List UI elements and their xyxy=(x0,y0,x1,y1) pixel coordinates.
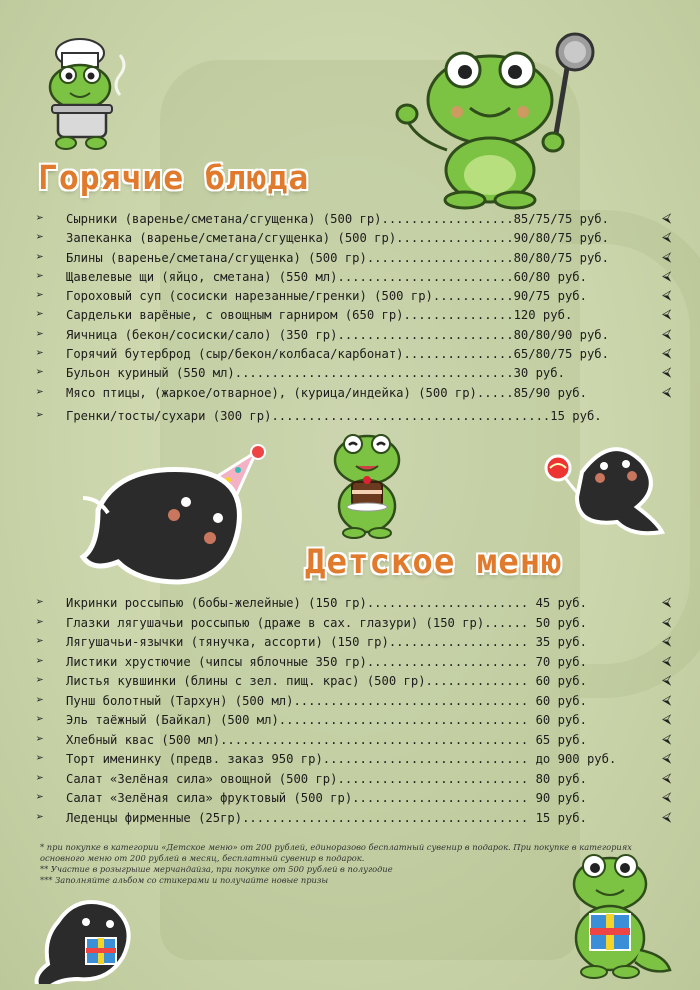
list-item: ➢ Икринки россыпью (бобы-желейные) (150 гр)...................... 45 руб. ⮘ xyxy=(36,595,672,610)
arrow-icon: ⮘ xyxy=(662,384,672,400)
bullet-icon: ➢ xyxy=(36,326,44,342)
list-item: ➢ Гренки/тосты/сухари (300 гр)......................................15 руб. xyxy=(36,407,602,423)
bullet-icon: ➢ xyxy=(36,673,44,688)
bullet-icon: ➢ xyxy=(36,712,44,727)
list-item: ➢ Блины (варенье/сметана/сгущенка) (500 гр)....................80/80/75 руб. ⮘ xyxy=(36,249,672,265)
arrow-icon: ⮘ xyxy=(662,249,672,265)
arrow-icon: ⮘ xyxy=(662,809,672,825)
kids-menu-title: Детское меню xyxy=(305,542,563,582)
list-item: ➢ Яичница (бекон/сосиски/сало) (350 гр)........................80/80/90 руб. ⮘ xyxy=(36,326,672,342)
bullet-icon: ➢ xyxy=(36,346,44,362)
list-item: ➢ Листья кувшинки (блины с зел. пищ. крас) (500 гр).............. 60 руб. ⮘ xyxy=(36,673,672,688)
bullet-icon: ➢ xyxy=(36,268,44,284)
bullet-icon: ➢ xyxy=(36,288,44,304)
bullet-icon: ➢ xyxy=(36,770,44,786)
frog-with-cake-illustration xyxy=(326,430,408,540)
arrow-icon: ⮘ xyxy=(662,288,672,304)
list-item: ➢ Щавелевые щи (яйцо, сметана) (550 мл)........................60/80 руб. ⮘ xyxy=(36,268,672,284)
arrow-icon: ⮘ xyxy=(662,692,672,708)
arrow-icon: ⮘ xyxy=(662,326,672,342)
list-item: ➢ Мясо птицы, (жаркое/отварное), (курица/индейка) (500 гр).....85/90 руб. ⮘ xyxy=(36,384,672,400)
bullet-icon: ➢ xyxy=(36,211,44,226)
arrow-icon: ⮘ xyxy=(662,614,672,630)
chef-frog-illustration xyxy=(40,35,135,155)
bullet-icon: ➢ xyxy=(36,751,44,766)
bullet-icon: ➢ xyxy=(36,692,44,708)
arrow-icon: ⮘ xyxy=(662,790,672,805)
arrow-icon: ⮘ xyxy=(662,268,672,284)
frog-with-gift-illustration xyxy=(560,850,675,980)
bullet-icon: ➢ xyxy=(36,384,44,400)
kids-menu-list xyxy=(0,595,700,829)
footnote: *** Заполняйте альбом со стикерами и получайте новые призы xyxy=(40,875,329,885)
arrow-icon: ⮘ xyxy=(662,770,672,786)
bullet-icon: ➢ xyxy=(36,634,44,649)
arrow-icon: ⮘ xyxy=(662,595,672,610)
arrow-icon: ⮘ xyxy=(662,346,672,362)
bullet-icon: ➢ xyxy=(36,595,44,610)
arrow-icon: ⮘ xyxy=(662,365,672,381)
bullet-icon: ➢ xyxy=(36,407,44,423)
arrow-icon: ⮘ xyxy=(662,211,672,226)
list-item: ➢ Глазки лягушачьи россыпью (драже в сах. глазури) (150 гр)...... 50 руб. ⮘ xyxy=(36,614,672,630)
arrow-icon: ⮘ xyxy=(662,673,672,688)
list-item: ➢ Лягушачьи-язычки (тянучка, ассорти) (150 гр)................... 35 руб. ⮘ xyxy=(36,634,672,649)
bullet-icon: ➢ xyxy=(36,249,44,265)
list-item: ➢ Бульон куриный (550 мл)......................................30 руб. ⮘ xyxy=(36,365,672,381)
list-item: ➢ Леденцы фирменные (25гр)....................................... 15 руб. ⮘ xyxy=(36,809,672,825)
list-item: ➢ Сардельки варёные, с овощным гарниром (650 гр)...............120 руб. ⮘ xyxy=(36,307,672,323)
list-item: ➢ Салат «Зелёная сила» овощной (500 гр).......................... 80 руб. ⮘ xyxy=(36,770,672,786)
bullet-icon: ➢ xyxy=(36,307,44,323)
arrow-icon: ⮘ xyxy=(662,751,672,766)
arrow-icon: ⮘ xyxy=(662,307,672,323)
list-item: ➢ Хлебный квас (500 мл).......................................... 65 руб. ⮘ xyxy=(36,731,672,747)
bullet-icon: ➢ xyxy=(36,731,44,747)
tadpole-party-hat-illustration xyxy=(78,440,268,590)
bullet-icon: ➢ xyxy=(36,653,44,669)
hot-dishes-list xyxy=(0,211,700,427)
arrow-icon: ⮘ xyxy=(662,230,672,246)
list-item: ➢ Гороховый суп (сосиски нарезанные/гренки) (500 гр)...........90/75 руб. ⮘ xyxy=(36,288,672,304)
arrow-icon: ⮘ xyxy=(662,731,672,747)
footnote: ** Участие в розыгрыше мерчандайза, при покупке от 500 рублей в полугодие xyxy=(40,864,393,874)
tadpole-with-lollipop-illustration xyxy=(542,432,667,542)
list-item: ➢ Пунш болотный (Тархун) (500 мл)................................ 60 руб. ⮘ xyxy=(36,692,672,708)
list-item: ➢ Салат «Зелёная сила» фруктовый (500 гр)........................ 90 руб. ⮘ xyxy=(36,790,672,805)
bullet-icon: ➢ xyxy=(36,809,44,825)
bullet-icon: ➢ xyxy=(36,230,44,246)
bullet-icon: ➢ xyxy=(36,365,44,381)
arrow-icon: ⮘ xyxy=(662,653,672,669)
arrow-icon: ⮘ xyxy=(662,634,672,649)
frog-with-ladle-illustration xyxy=(395,30,615,210)
list-item: ➢ Горячий бутерброд (сыр/бекон/колбаса/карбонат)...............65/80/75 руб. ⮘ xyxy=(36,346,672,362)
list-item: ➢ Торт именинку (предв. заказ 950 гр)............................ до 900 руб. ⮘ xyxy=(36,751,672,766)
list-item: ➢ Запеканка (варенье/сметана/сгущенка) (500 гр)................90/80/75 руб. ⮘ xyxy=(36,230,672,246)
list-item: ➢ Сырники (варенье/сметана/сгущенка) (500 гр)..................85/75/75 руб. ⮘ xyxy=(36,211,672,226)
arrow-icon: ⮘ xyxy=(662,712,672,727)
list-item: ➢ Листики хрустючие (чипсы яблочные 350 гр)...................... 70 руб. ⮘ xyxy=(36,653,672,669)
bullet-icon: ➢ xyxy=(36,790,44,805)
footnote: * при покупке в категории «Детское меню» от 200 рублей, единоразово бесплатный сувенир в подарок. При покупке в категориях основного меню от 200 рублей в месяц, бесплатный сувенир в подарок. xyxy=(40,842,632,863)
hot-dishes-title: Горячие блюда xyxy=(38,158,310,197)
bullet-icon: ➢ xyxy=(36,614,44,630)
tadpole-with-gift-illustration xyxy=(28,892,140,984)
list-item: ➢ Эль таёжный (Байкал) (500 мл).................................. 60 руб. ⮘ xyxy=(36,712,672,727)
